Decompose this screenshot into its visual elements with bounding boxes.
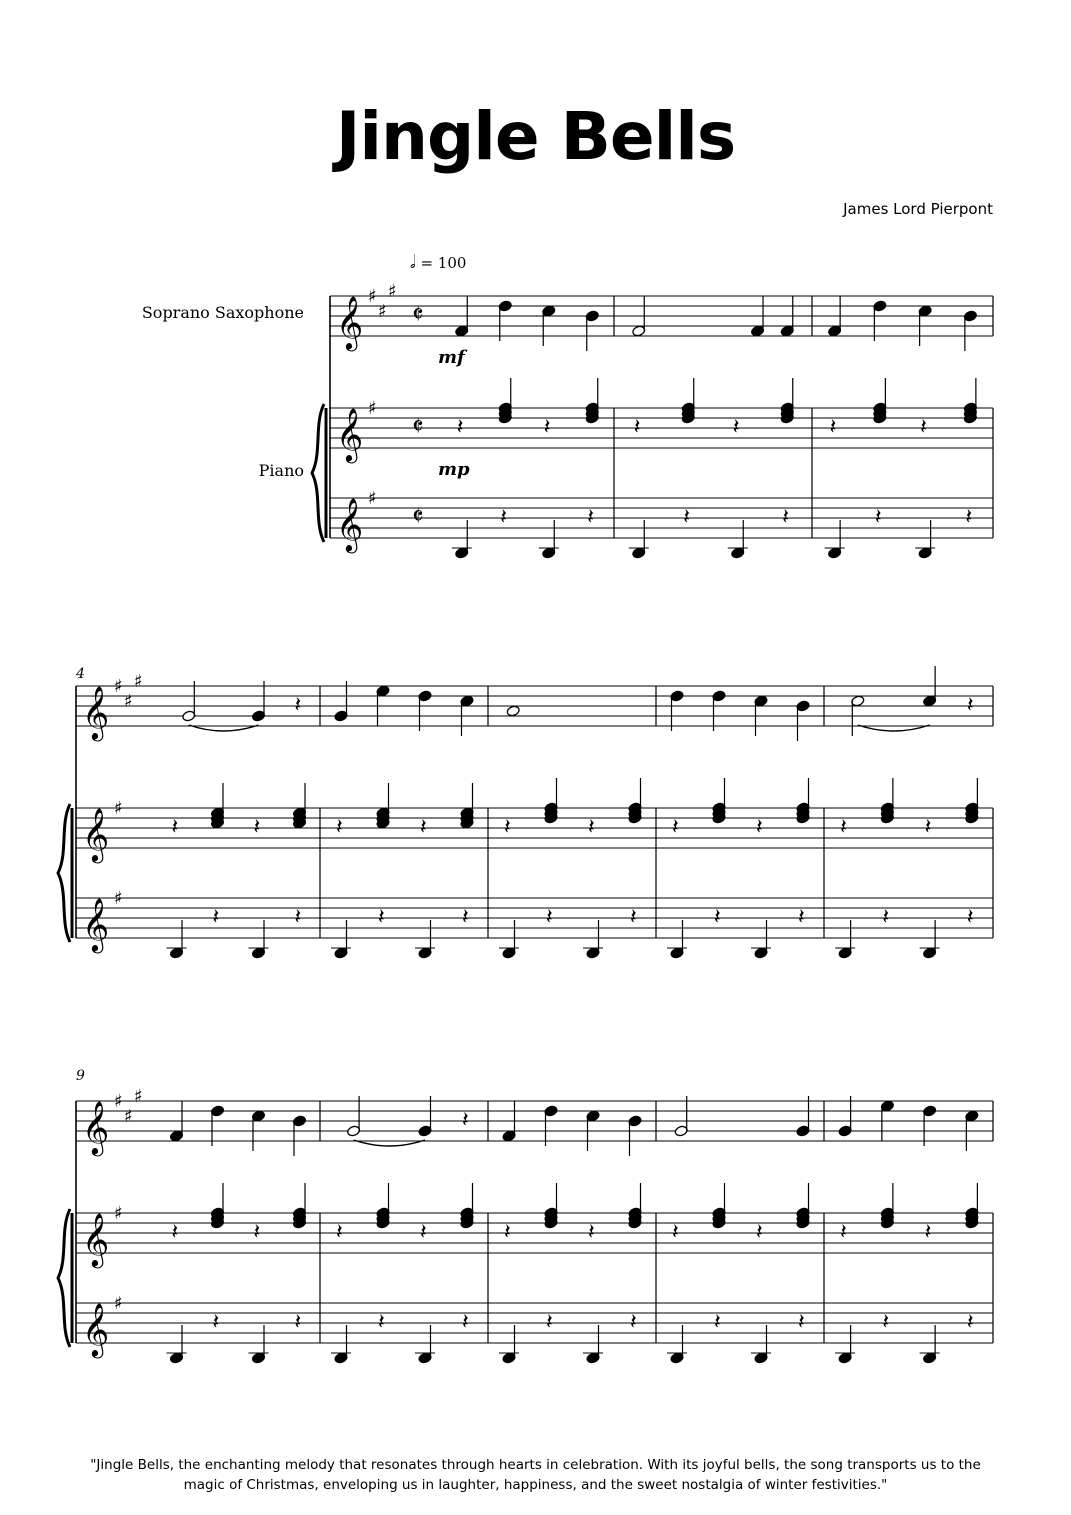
quarter-rest-icon: 𝄽 xyxy=(672,815,679,840)
sharp-icon: ♯ xyxy=(114,798,123,819)
quarter-rest-icon: 𝄽 xyxy=(714,905,721,930)
quarter-rest-icon: 𝄽 xyxy=(966,1310,974,1335)
sharp-icon: ♯ xyxy=(368,398,377,419)
treble-clef-icon: 𝄞 xyxy=(82,807,110,861)
quarter-rest-icon: 𝄽 xyxy=(378,1310,385,1335)
half-note-icon: 𝅗𝅥 xyxy=(410,252,416,273)
quarter-rest-icon: 𝄽 xyxy=(462,905,469,930)
quarter-rest-icon: 𝄽 xyxy=(212,1310,220,1335)
quarter-rest-icon: 𝄽 xyxy=(294,1310,302,1335)
quarter-rest-icon: 𝄽 xyxy=(253,1220,261,1245)
quarter-rest-icon: 𝄽 xyxy=(882,1310,890,1335)
sharp-icon: ♯ xyxy=(114,1203,123,1224)
quarter-rest-icon: 𝄽 xyxy=(462,1310,469,1335)
cut-time-icon: 𝄵 xyxy=(412,300,424,330)
quarter-rest-icon: 𝄽 xyxy=(630,1310,637,1335)
dynamic-mp: mp xyxy=(438,459,470,480)
treble-clef-icon: 𝄞 xyxy=(336,497,364,551)
quarter-rest-icon: 𝄽 xyxy=(588,815,595,840)
quarter-rest-icon: 𝄽 xyxy=(420,815,427,840)
quarter-rest-icon: 𝄽 xyxy=(504,1220,511,1245)
quarter-rest-icon: 𝄽 xyxy=(253,815,261,840)
cut-time-icon: 𝄵 xyxy=(412,502,424,532)
quarter-rest-icon: 𝄽 xyxy=(840,1220,847,1245)
quarter-rest-icon: 𝄽 xyxy=(732,415,740,440)
piano-brace xyxy=(58,804,70,942)
sharp-icon: ♯ xyxy=(134,1086,143,1107)
treble-clef-icon: 𝄞 xyxy=(82,685,110,739)
quarter-rest-icon: 𝄽 xyxy=(336,1220,343,1245)
sharp-icon: ♯ xyxy=(368,286,377,307)
treble-clef-icon: 𝄞 xyxy=(82,1302,110,1356)
quarter-rest-icon: 𝄽 xyxy=(500,505,507,530)
quarter-rest-icon: 𝄽 xyxy=(587,505,594,530)
treble-clef-icon: 𝄞 xyxy=(82,1100,110,1154)
sharp-icon: ♯ xyxy=(114,1293,123,1314)
composer-credit: James Lord Pierpont xyxy=(843,200,993,218)
quarter-rest-icon: 𝄽 xyxy=(630,905,637,930)
measure-number: 9 xyxy=(76,1068,85,1084)
quarter-rest-icon: 𝄽 xyxy=(588,1220,595,1245)
treble-clef-icon: 𝄞 xyxy=(336,407,364,461)
quarter-rest-icon: 𝄽 xyxy=(171,1220,179,1245)
quarter-rest-icon: 𝄽 xyxy=(924,815,932,840)
sharp-icon: ♯ xyxy=(114,1091,123,1112)
whole-note-head xyxy=(506,705,520,717)
piano-brace xyxy=(58,1209,70,1347)
treble-clef-icon: 𝄞 xyxy=(82,897,110,951)
instrument-label-sax: Soprano Saxophone xyxy=(141,303,304,322)
piano-brace xyxy=(312,404,324,542)
quarter-rest-icon: 𝄽 xyxy=(456,415,464,440)
quarter-rest-icon: 𝄽 xyxy=(546,905,553,930)
cut-time-icon: 𝄵 xyxy=(412,412,424,442)
quarter-rest-icon: 𝄽 xyxy=(420,1220,427,1245)
quarter-rest-icon: 𝄽 xyxy=(882,905,890,930)
sharp-icon: ♯ xyxy=(124,1106,133,1127)
quarter-rest-icon: 𝄽 xyxy=(543,415,551,440)
quarter-rest-icon: 𝄽 xyxy=(965,505,973,530)
quarter-rest-icon: 𝄽 xyxy=(798,1310,805,1335)
instrument-label-piano: Piano xyxy=(258,461,304,480)
sharp-icon: ♯ xyxy=(114,888,123,909)
quarter-rest-icon: 𝄽 xyxy=(683,505,690,530)
quarter-rest-icon: 𝄽 xyxy=(336,815,343,840)
quarter-rest-icon: 𝄽 xyxy=(633,415,641,440)
quarter-rest-icon: 𝄽 xyxy=(920,415,927,440)
quarter-rest-icon: 𝄽 xyxy=(756,815,763,840)
sharp-icon: ♯ xyxy=(114,676,123,697)
quarter-rest-icon: 𝄽 xyxy=(714,1310,721,1335)
sharp-icon: ♯ xyxy=(368,488,377,509)
sharp-icon: ♯ xyxy=(124,691,133,712)
sharp-icon: ♯ xyxy=(388,281,397,302)
quarter-rest-icon: 𝄽 xyxy=(546,1310,553,1335)
quarter-rest-icon: 𝄽 xyxy=(829,415,837,440)
quarter-rest-icon: 𝄽 xyxy=(966,693,974,718)
quarter-rest-icon: 𝄽 xyxy=(212,905,220,930)
quarter-rest-icon: 𝄽 xyxy=(462,1108,469,1133)
footer-quote: "Jingle Bells, the enchanting melody that resonates through hearts in celebration. With its joyful bells, the song transports us to the magic of Christmas, enveloping us in laughter, happiness, and the sweet nostalgia of winter festivities." xyxy=(90,1457,981,1493)
treble-clef-icon: 𝄞 xyxy=(336,295,364,349)
quarter-rest-icon: 𝄽 xyxy=(924,1220,932,1245)
quarter-rest-icon: 𝄽 xyxy=(294,905,302,930)
measure-number: 4 xyxy=(76,666,85,682)
dynamic-mf: mf xyxy=(438,347,465,368)
quarter-rest-icon: 𝄽 xyxy=(171,815,179,840)
quarter-rest-icon: 𝄽 xyxy=(504,815,511,840)
quarter-rest-icon: 𝄽 xyxy=(966,905,974,930)
quarter-rest-icon: 𝄽 xyxy=(798,905,805,930)
quarter-rest-icon: 𝄽 xyxy=(672,1220,679,1245)
page-title: Jingle Bells xyxy=(335,98,736,175)
quarter-rest-icon: 𝄽 xyxy=(378,905,385,930)
quarter-rest-icon: 𝄽 xyxy=(756,1220,763,1245)
quarter-rest-icon: 𝄽 xyxy=(782,505,789,530)
quarter-rest-icon: 𝄽 xyxy=(840,815,847,840)
sharp-icon: ♯ xyxy=(378,301,387,322)
quarter-rest-icon: 𝄽 xyxy=(874,505,882,530)
treble-clef-icon: 𝄞 xyxy=(82,1212,110,1266)
tempo-value: = 100 xyxy=(420,254,467,272)
quarter-rest-icon: 𝄽 xyxy=(294,693,302,718)
sharp-icon: ♯ xyxy=(134,671,143,692)
